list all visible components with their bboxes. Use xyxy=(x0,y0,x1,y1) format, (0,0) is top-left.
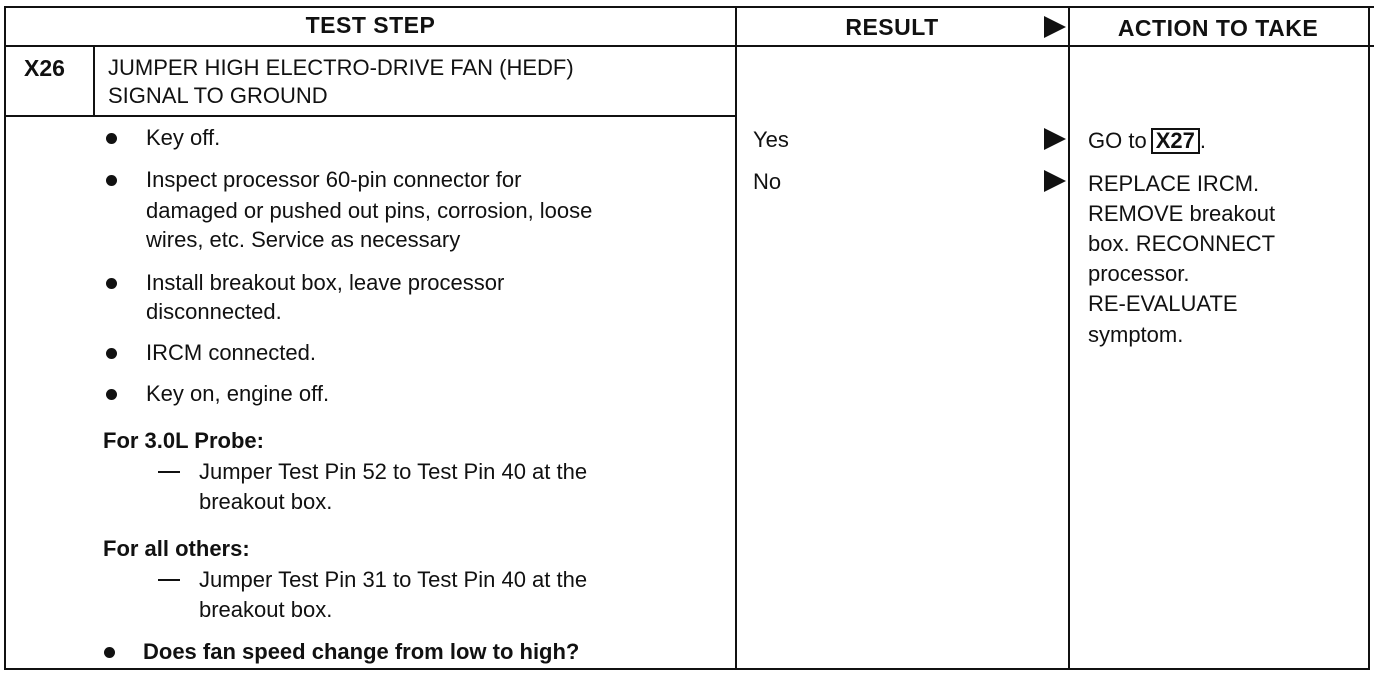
bullet-key-off: Key off. xyxy=(146,125,221,150)
action-no-line-2: REMOVE breakout xyxy=(1088,201,1276,226)
step-title-line-1: JUMPER HIGH ELECTRO-DRIVE FAN (HEDF) xyxy=(108,55,574,80)
header-result: RESULT xyxy=(845,14,939,40)
dash-icon xyxy=(158,579,180,581)
action-yes-suffix: . xyxy=(1199,128,1206,153)
action-no-line-4: processor. xyxy=(1088,261,1190,286)
step-title-line-2: SIGNAL TO GROUND xyxy=(108,83,328,108)
probe-line-2: breakout box. xyxy=(199,489,333,514)
result-yes: Yes xyxy=(753,127,789,152)
bullet-inspect-line-3: wires, etc. Service as necessary xyxy=(146,227,461,252)
others-line-1: Jumper Test Pin 31 to Test Pin 40 at the xyxy=(199,567,588,592)
bullet-icon xyxy=(106,278,117,289)
column-divider-step-result xyxy=(735,6,737,670)
result-yes-arrow-icon xyxy=(1044,128,1066,150)
action-yes-prefix: GO to xyxy=(1088,128,1147,153)
bullet-inspect-line-2: damaged or pushed out pins, corrosion, loose xyxy=(146,198,593,223)
action-no-line-3: box. RECONNECT xyxy=(1088,231,1276,256)
question-text: Does fan speed change from low to high? xyxy=(143,639,580,664)
table-bottom-border xyxy=(4,668,1368,670)
step-id: X26 xyxy=(24,55,65,81)
table-top-border xyxy=(4,6,1374,8)
dash-icon xyxy=(158,471,180,473)
bullet-install-line-1: Install breakout box, leave processor xyxy=(146,270,505,295)
result-no: No xyxy=(753,169,782,194)
action-yes xyxy=(1088,126,1206,156)
step-title-bottom-border xyxy=(4,115,737,117)
bullet-ircm-connected: IRCM connected. xyxy=(146,340,316,365)
bullet-icon xyxy=(106,175,117,186)
header-test-step: TEST STEP xyxy=(305,12,436,38)
column-divider-result-action xyxy=(1068,6,1070,670)
action-no-line-1: REPLACE IRCM. xyxy=(1088,171,1260,196)
action-no-line-5: RE-EVALUATE xyxy=(1088,291,1238,316)
probe-line-1: Jumper Test Pin 52 to Test Pin 40 at the xyxy=(199,459,588,484)
bullet-icon xyxy=(104,647,115,658)
header-bottom-border xyxy=(4,45,1374,47)
bullet-icon xyxy=(106,348,117,359)
header-action-to-take: ACTION TO TAKE xyxy=(1117,15,1319,41)
probe-heading: For 3.0L Probe: xyxy=(103,428,264,453)
bullet-icon xyxy=(106,133,117,144)
bullet-key-on: Key on, engine off. xyxy=(146,381,330,406)
bullet-icon xyxy=(106,389,117,400)
others-line-2: breakout box. xyxy=(199,597,333,622)
header-arrow-icon xyxy=(1044,16,1066,38)
table-right-border xyxy=(1368,6,1370,670)
action-yes-step-ref: X27 xyxy=(1151,128,1200,154)
others-heading: For all others: xyxy=(103,536,250,561)
step-id-divider xyxy=(93,45,95,117)
action-no-line-6: symptom. xyxy=(1088,322,1184,347)
bullet-inspect-line-1: Inspect processor 60-pin connector for xyxy=(146,167,522,192)
result-no-arrow-icon xyxy=(1044,170,1066,192)
table-left-border xyxy=(4,6,6,670)
bullet-install-line-2: disconnected. xyxy=(146,299,282,324)
